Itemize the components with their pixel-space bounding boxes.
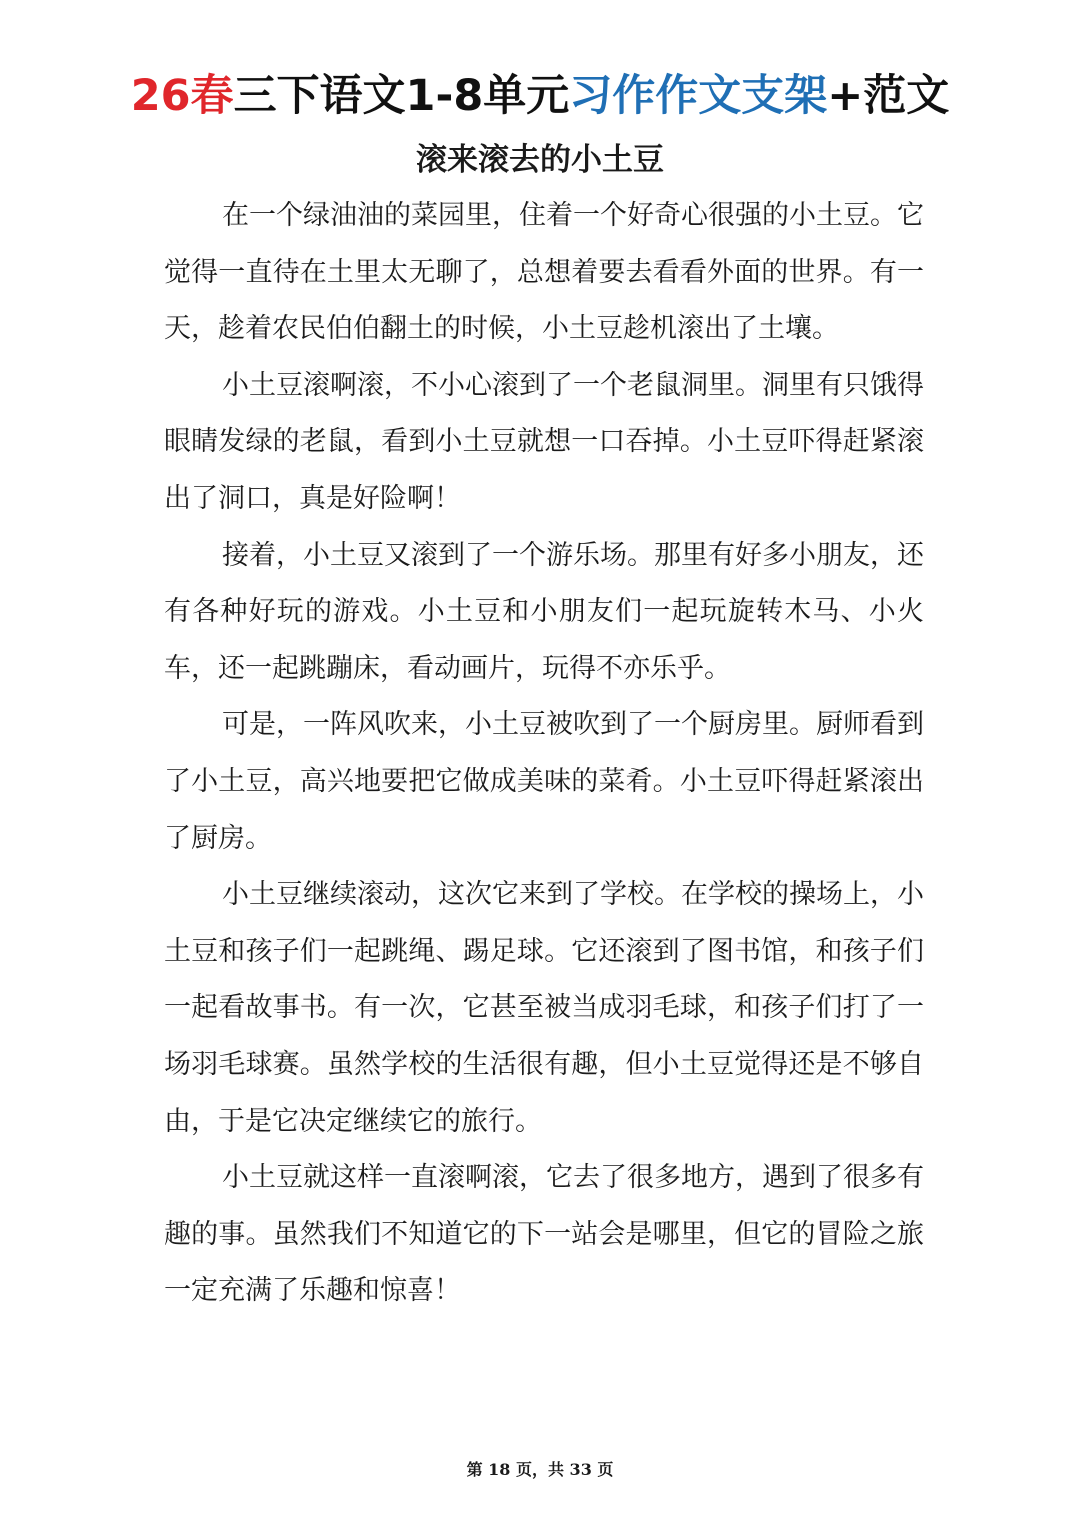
essay-paragraph-2: 小土豆滚啊滚，不小心滚到了一个老鼠洞里。洞里有只饿得眼睛发绿的老鼠，看到小土豆就想一口吞掉。小土豆吓得赶紧滚出了洞口，真是好险啊！: [164, 369, 924, 514]
essay-paragraph-3: 接着，小土豆又滚到了一个游乐场。那里有好多小朋友，还有各种好玩的游戏。小土豆和小朋友们一起玩旋转木马、小火车，还一起跳蹦床，看动画片，玩得不亦乐乎。: [164, 539, 924, 684]
essay-paragraph-6: 小土豆就这样一直滚啊滚，它去了很多地方，遇到了很多有趣的事。虽然我们不知道它的下一站会是哪里，但它的冒险之旅一定充满了乐趣和惊喜！: [164, 1162, 924, 1307]
banner-subject: 三下语文1-8单元: [233, 71, 570, 121]
essay-paragraph-5: 小土豆继续滚动，这次它来到了学校。在学校的操场上，小土豆和孩子们一起跳绳、踢足球。它还滚到了图书馆，和孩子们一起看故事书。有一次，它甚至被当成羽毛球，和孩子们打了一场羽毛球赛。虽然学校的生活很有趣，但小土豆觉得还是不够自由，于是它决定继续它的旅行。: [164, 879, 924, 1137]
page-number-footer: 第 18 页，共 33 页: [466, 1460, 614, 1479]
page-banner-title: [0, 66, 1080, 126]
essay-paragraph-1: 在一个绿油油的菜园里，住着一个好奇心很强的小土豆。它觉得一直待在土里太无聊了，总想着要去看看外面的世界。有一天，趁着农民伯伯翻土的时候，小土豆趁机滚出了土壤。: [164, 200, 924, 345]
banner-topic: 习作作文支架: [569, 71, 828, 121]
essay-paragraph-4: 可是，一阵风吹来，小土豆被吹到了一个厨房里。厨师看到了小土豆，高兴地要把它做成美味的菜肴。小土豆吓得赶紧滚出了厨房。: [164, 709, 924, 854]
banner-term: 26春: [130, 71, 234, 121]
essay-body: [164, 188, 924, 1320]
banner-suffix: +范文: [827, 71, 950, 121]
essay-title: 滚来滚去的小土豆: [416, 142, 664, 178]
